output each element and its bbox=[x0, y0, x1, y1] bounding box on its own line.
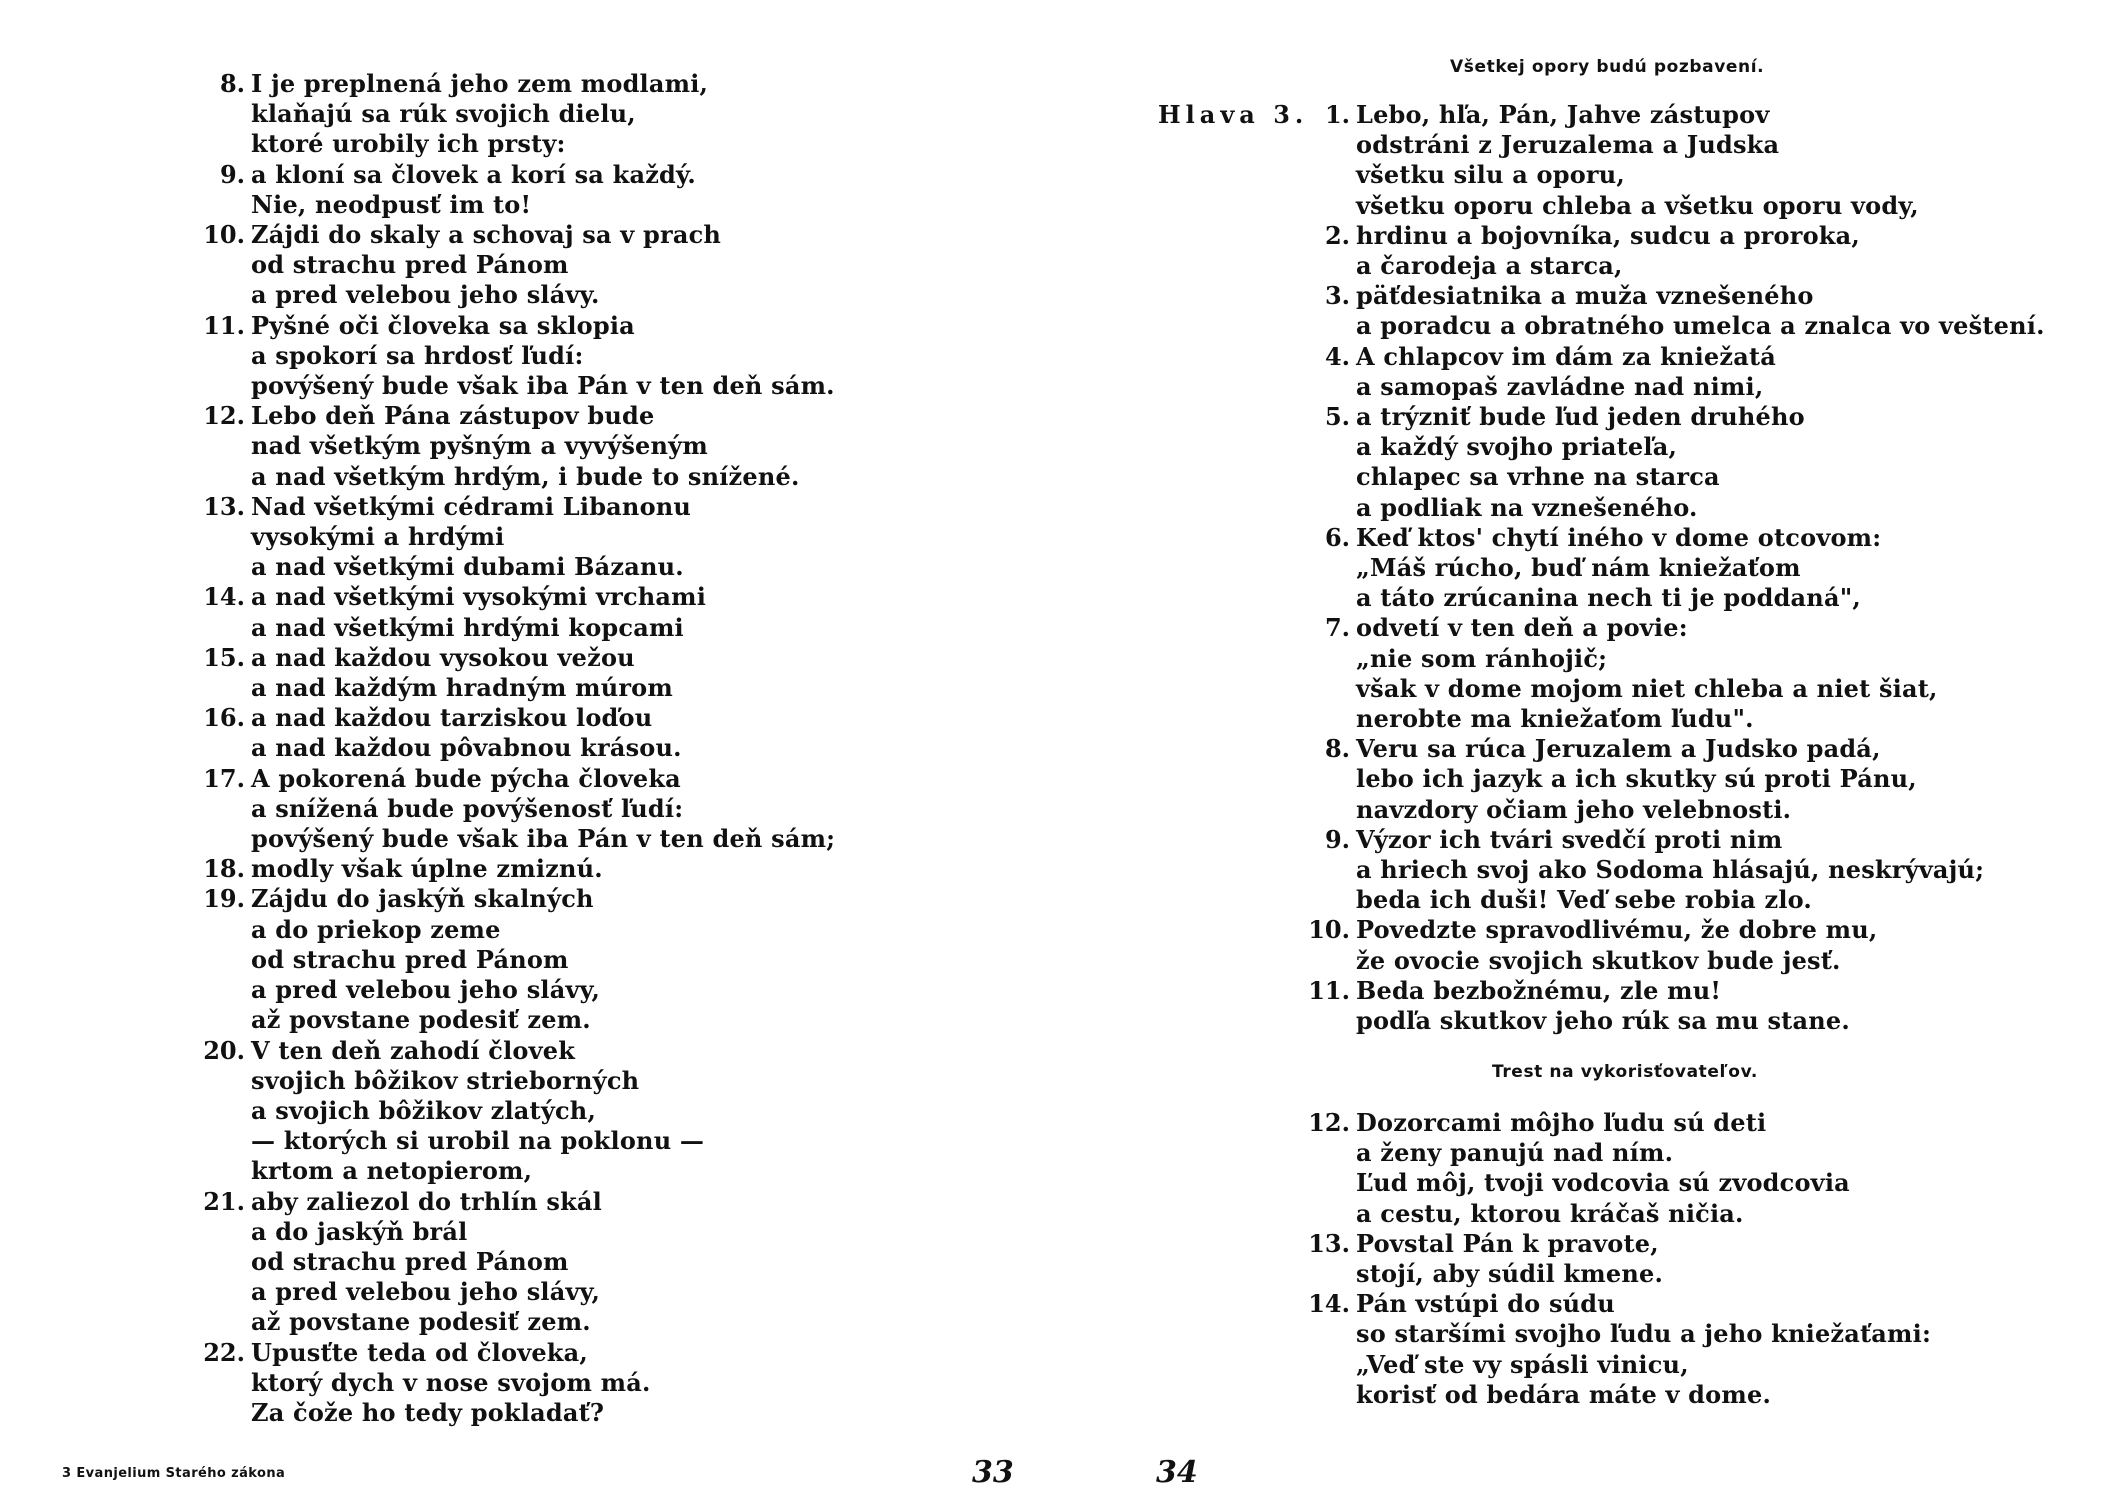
verse-number: 5. bbox=[1324, 402, 1350, 432]
verse-number: 18. bbox=[203, 854, 245, 884]
verse-line: Lebo, hľa, Pán, Jahve zástupov bbox=[1356, 100, 1770, 129]
verse-line: a nad všetkými hrdými kopcami bbox=[251, 612, 684, 642]
verse-line: nerobte ma kniežaťom ľudu". bbox=[1356, 704, 1754, 734]
verse-number: 8. bbox=[1324, 734, 1350, 764]
verse-number: 15. bbox=[203, 642, 245, 672]
verse bbox=[1300, 1229, 2100, 1289]
verse-line: Upusťte teda od človeka, bbox=[251, 1337, 588, 1367]
verse-line: I je preplnená jeho zem modlami, bbox=[251, 69, 709, 98]
verse-line: a snížená bude povýšenosť ľudí: bbox=[251, 793, 684, 823]
verse-line: a poradcu a obratného umelca a znalca vo veštení. bbox=[1356, 311, 2045, 341]
verse-number: 4. bbox=[1324, 341, 1350, 371]
verse bbox=[1300, 915, 2100, 975]
verse bbox=[195, 492, 1035, 583]
verse-number: 19. bbox=[203, 884, 245, 914]
verse-line: a nad všetkými dubami Bázanu. bbox=[251, 552, 684, 582]
verse-number: 16. bbox=[203, 703, 245, 733]
verse-line: od strachu pred Pánom bbox=[251, 944, 569, 974]
verse-number: 10. bbox=[1308, 915, 1350, 945]
verse-line: od strachu pred Pánom bbox=[251, 250, 569, 280]
verse bbox=[1300, 976, 2100, 1036]
verse-line: Nad všetkými cédrami Libanonu bbox=[251, 491, 692, 521]
verse-line: V ten deň zahodí človek bbox=[251, 1035, 576, 1065]
verse-number: 9. bbox=[219, 159, 245, 189]
verse-line: Ľud môj, tvoji vodcovia sú zvodcovia bbox=[1356, 1168, 1850, 1198]
verse bbox=[195, 1187, 1035, 1338]
verse-line: Výzor ich tvári svedčí proti nim bbox=[1356, 824, 1783, 854]
verse bbox=[1300, 281, 2100, 341]
verse bbox=[195, 582, 1035, 642]
verse-line: Dozorcami môjho ľudu sú deti bbox=[1356, 1108, 1767, 1137]
verse-line: a kloní sa človek a korí sa každý. bbox=[251, 159, 696, 189]
verse-line: Povedzte spravodlivému, že dobre mu, bbox=[1356, 915, 1878, 945]
verse-line: a hriech svoj ako Sodoma hlásajú, neskrývajú; bbox=[1356, 855, 1985, 885]
verse-line: Pyšné oči človeka sa sklopia bbox=[251, 310, 635, 340]
verse-line: povýšený bude však iba Pán v ten deň sám. bbox=[251, 371, 835, 401]
verse-number: 11. bbox=[203, 310, 245, 340]
verse-line: vysokými a hrdými bbox=[251, 522, 505, 552]
verse-line: päťdesiatnika a muža vznešeného bbox=[1356, 281, 1814, 311]
verse-line: — ktorých si urobil na poklonu — bbox=[251, 1126, 705, 1156]
verse bbox=[1300, 825, 2100, 916]
verse-line: a každý svojho priateľa, bbox=[1356, 432, 1678, 462]
verse-number: 14. bbox=[1308, 1289, 1350, 1319]
verse-line: a táto zrúcanina nech ti je poddaná", bbox=[1356, 583, 1861, 613]
verse-number: 13. bbox=[203, 491, 245, 521]
verse bbox=[195, 220, 1035, 311]
verse-line: až povstane podesiť zem. bbox=[251, 1005, 591, 1035]
left-verse-list bbox=[195, 69, 1035, 1428]
verse-line: a cestu, ktorou kráčaš ničia. bbox=[1356, 1198, 1744, 1228]
verse-number: 17. bbox=[203, 763, 245, 793]
verse-line: a ženy panujú nad ním. bbox=[1356, 1138, 1674, 1168]
verse-line: korisť od bedára máte v dome. bbox=[1356, 1379, 1771, 1409]
verse-line: Nie, neodpusť im to! bbox=[251, 189, 532, 219]
verse-line: odvetí v ten deň a povie: bbox=[1356, 613, 1688, 643]
verse bbox=[195, 1036, 1035, 1187]
verse-line: a pred velebou jeho slávy, bbox=[251, 975, 601, 1005]
verse bbox=[195, 854, 1035, 884]
verse-line: a do priekop zeme bbox=[251, 914, 501, 944]
verse-line: Keď ktos' chytí iného v dome otcovom: bbox=[1356, 522, 1882, 552]
verse bbox=[1300, 342, 2100, 402]
verse-line: „Veď ste vy spásli vinicu, bbox=[1356, 1349, 1689, 1379]
verse-line: až povstane podesiť zem. bbox=[251, 1307, 591, 1337]
section-heading-2: Trest na vykorisťovateľov. bbox=[1492, 1062, 1758, 1082]
verse-number: 1. bbox=[1324, 100, 1350, 129]
verse-line: svojich bôžikov strieborných bbox=[251, 1065, 640, 1095]
verse bbox=[1300, 734, 2100, 825]
verse-line: a nad všetkým hrdým, i bude to snížené. bbox=[251, 461, 800, 491]
verse-line: a svojich bôžikov zlatých, bbox=[251, 1095, 597, 1125]
verse bbox=[1300, 100, 2100, 221]
verse bbox=[1300, 221, 2100, 281]
verse-line: navzdory očiam jeho velebnosti. bbox=[1356, 794, 1792, 824]
verse bbox=[1300, 613, 2100, 734]
verse-line: hrdinu a bojovníka, sudcu a proroka, bbox=[1356, 220, 1860, 250]
right-verse-list-2 bbox=[1300, 1108, 2100, 1410]
verse-number: 3. bbox=[1324, 281, 1350, 311]
verse-number: 11. bbox=[1308, 975, 1350, 1005]
verse-number: 12. bbox=[1308, 1108, 1350, 1137]
verse-line: „nie som ránhojič; bbox=[1356, 643, 1608, 673]
verse-line: Povstal Pán k pravote, bbox=[1356, 1228, 1659, 1258]
verse-line: a nad každou pôvabnou krásou. bbox=[251, 733, 682, 763]
verse bbox=[1300, 1108, 2100, 1229]
verse bbox=[195, 703, 1035, 763]
verse-line: Beda bezbožnému, zle mu! bbox=[1356, 975, 1722, 1005]
verse-line: Pán vstúpi do súdu bbox=[1356, 1289, 1615, 1319]
verse-line: ktorý dych v nose svojom má. bbox=[251, 1367, 651, 1397]
verse-line: nad všetkým pyšným a vyvýšeným bbox=[251, 431, 708, 461]
verse-line: Zájdi do skaly a schovaj sa v prach bbox=[251, 220, 722, 250]
verse-line: podľa skutkov jeho rúk sa mu stane. bbox=[1356, 1006, 1850, 1036]
verse-line: a nad všetkými vysokými vrchami bbox=[251, 582, 707, 612]
verse-line: a do jaskýň brál bbox=[251, 1216, 468, 1246]
verse-line: krtom a netopierom, bbox=[251, 1156, 533, 1186]
verse-number: 7. bbox=[1324, 613, 1350, 643]
verse-number: 21. bbox=[203, 1186, 245, 1216]
verse-line: a pred velebou jeho slávy. bbox=[251, 280, 600, 310]
verse-line: so staršími svojho ľudu a jeho kniežaťami: bbox=[1356, 1319, 1932, 1349]
verse-line: a samopaš zavládne nad nimi, bbox=[1356, 371, 1764, 401]
verse bbox=[1300, 1289, 2100, 1410]
verse-number: 9. bbox=[1324, 824, 1350, 854]
verse-line: a spokorí sa hrdosť ľudí: bbox=[251, 340, 584, 370]
verse bbox=[195, 643, 1035, 703]
right-verse-list-1 bbox=[1300, 100, 2100, 1036]
verse-line: a nad každým hradným múrom bbox=[251, 673, 673, 703]
chapter-label: Hlava 3. bbox=[1158, 100, 1309, 129]
verse-line: Lebo deň Pána zástupov bude bbox=[251, 401, 655, 431]
verse-line: chlapec sa vrhne na starca bbox=[1356, 462, 1720, 492]
verse-number: 10. bbox=[203, 220, 245, 250]
verse-number: 6. bbox=[1324, 522, 1350, 552]
verse bbox=[195, 1338, 1035, 1429]
verse-line: aby zaliezol do trhlín skál bbox=[251, 1186, 602, 1216]
right-page bbox=[1062, 0, 2124, 1500]
verse-line: stojí, aby súdil kmene. bbox=[1356, 1259, 1664, 1289]
section-heading-1: Všetkej opory budú pozbavení. bbox=[1450, 57, 1765, 77]
verse-number: 8. bbox=[219, 69, 245, 98]
verse-line: všetku silu a oporu, bbox=[1356, 160, 1625, 190]
verse bbox=[195, 764, 1035, 855]
page-number-right: 34 bbox=[1156, 1455, 1198, 1490]
verse-line: a čarodeja a starca, bbox=[1356, 251, 1623, 281]
verse-number: 14. bbox=[203, 582, 245, 612]
verse bbox=[1300, 523, 2100, 614]
verse bbox=[195, 311, 1035, 402]
verse bbox=[195, 69, 1035, 160]
verse-line: Zájdu do jaskýň skalných bbox=[251, 884, 594, 914]
verse-line: Za čože ho tedy pokladať? bbox=[251, 1397, 605, 1427]
verse bbox=[195, 160, 1035, 220]
verse-number: 20. bbox=[203, 1035, 245, 1065]
verse-line: a trýzniť bude ľud jeden druhého bbox=[1356, 402, 1805, 432]
verse-line: beda ich duši! Veď sebe robia zlo. bbox=[1356, 885, 1812, 915]
verse-line: a nad každou tarziskou loďou bbox=[251, 703, 653, 733]
verse-line: povýšený bude však iba Pán v ten deň sám; bbox=[251, 824, 836, 854]
verse-line: od strachu pred Pánom bbox=[251, 1246, 569, 1276]
verse-line: odstráni z Jeruzalema a Judska bbox=[1356, 130, 1780, 160]
verse-line: Veru sa rúca Jeruzalem a Judsko padá, bbox=[1356, 734, 1881, 764]
verse-line: modly však úplne zmiznú. bbox=[251, 854, 603, 884]
verse bbox=[195, 401, 1035, 492]
verse-line: však v dome mojom niet chleba a niet šiat, bbox=[1356, 673, 1938, 703]
verse-line: ktoré urobily ich prsty: bbox=[251, 129, 566, 159]
verse-line: a podliak na vznešeného. bbox=[1356, 492, 1698, 522]
verse bbox=[195, 884, 1035, 1035]
verse-number: 12. bbox=[203, 401, 245, 431]
verse-line: lebo ich jazyk a ich skutky sú proti Pánu, bbox=[1356, 764, 1917, 794]
verse-number: 2. bbox=[1324, 220, 1350, 250]
printer-signature: 3 Evanjelium Starého zákona bbox=[62, 1466, 286, 1481]
verse-line: klaňajú sa rúk svojich dielu, bbox=[251, 99, 636, 129]
verse-line: že ovocie svojich skutkov bude jesť. bbox=[1356, 945, 1841, 975]
verse-number: 22. bbox=[203, 1337, 245, 1367]
verse-line: a pred velebou jeho slávy, bbox=[251, 1277, 601, 1307]
verse-line: a nad každou vysokou vežou bbox=[251, 642, 635, 672]
verse-line: A pokorená bude pýcha človeka bbox=[251, 763, 681, 793]
verse-line: A chlapcov im dám za kniežatá bbox=[1356, 341, 1776, 371]
verse-line: všetku oporu chleba a všetku oporu vody, bbox=[1356, 190, 1919, 220]
verse-number: 13. bbox=[1308, 1228, 1350, 1258]
verse bbox=[1300, 402, 2100, 523]
page-number-left: 33 bbox=[972, 1455, 1014, 1490]
verse-line: „Máš rúcho, buď nám kniežaťom bbox=[1356, 553, 1801, 583]
